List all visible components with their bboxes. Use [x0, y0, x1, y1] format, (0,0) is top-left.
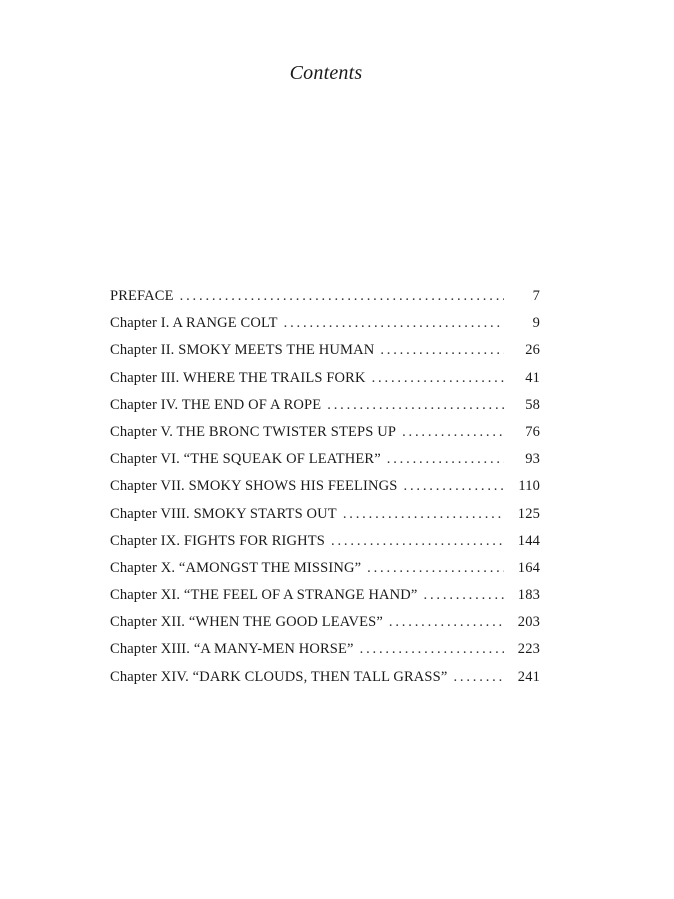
toc-entry-label: PREFACE — [110, 288, 174, 304]
dot-leader — [402, 424, 504, 441]
page-title: Contents — [289, 62, 363, 84]
dot-leader — [453, 669, 504, 686]
dot-leader — [372, 370, 504, 387]
toc-entry-label: Chapter II. SMOKY MEETS THE HUMAN — [110, 342, 375, 359]
toc-entry-label: Chapter XI. “THE FEEL OF A STRANGE HAND” — [110, 587, 418, 604]
toc-entry-page: 110 — [518, 478, 540, 495]
toc-entry-label: Chapter IX. FIGHTS FOR RIGHTS — [110, 532, 326, 549]
toc-entry-page: 26 — [525, 342, 540, 359]
toc-entry-page: 164 — [517, 559, 540, 576]
toc-entry-page: 7 — [532, 288, 540, 304]
toc-entry-page: 58 — [525, 396, 540, 413]
toc-entry-label: Chapter I. A RANGE COLT — [110, 315, 278, 332]
toc-entry-label: Chapter III. WHERE THE TRAILS FORK — [110, 369, 366, 386]
toc-entry-label: Chapter VIII. SMOKY STARTS OUT — [110, 505, 337, 522]
toc-entry[interactable] — [110, 560, 540, 587]
toc-entry[interactable] — [110, 342, 540, 369]
toc-entry[interactable] — [110, 397, 540, 424]
toc-entry-label: Chapter X. “AMONGST THE MISSING” — [110, 559, 362, 576]
toc-entry-label: Chapter VI. “THE SQUEAK OF LEATHER” — [110, 451, 381, 468]
toc-entry[interactable] — [110, 587, 540, 614]
dot-leader — [367, 560, 504, 577]
dot-leader — [387, 451, 504, 468]
toc-entry-label: Chapter VII. SMOKY SHOWS HIS FEELINGS — [110, 478, 398, 495]
toc-entry-page: 144 — [517, 532, 540, 549]
toc-entry[interactable] — [110, 478, 540, 505]
toc-entry[interactable] — [110, 614, 540, 641]
toc-entry-page: 223 — [517, 641, 540, 658]
toc-entry[interactable] — [110, 641, 540, 668]
toc-entry[interactable] — [110, 669, 540, 696]
toc-entry-page: 183 — [517, 587, 540, 604]
toc-entry-page: 241 — [517, 668, 540, 685]
dot-leader — [327, 397, 504, 414]
toc-entry-page: 125 — [517, 505, 540, 522]
toc-entry[interactable] — [110, 370, 540, 397]
dot-leader — [389, 614, 504, 631]
toc-entry[interactable] — [110, 506, 540, 533]
dot-leader — [284, 315, 504, 332]
toc-entry[interactable] — [110, 451, 540, 478]
toc-entry[interactable] — [110, 424, 540, 451]
toc-entry-page: 76 — [525, 423, 540, 440]
toc-entry[interactable] — [110, 533, 540, 560]
dot-leader — [331, 533, 504, 550]
toc-entry-label: Chapter V. THE BRONC TWISTER STEPS UP — [110, 423, 397, 440]
toc-entry-page: 9 — [532, 315, 540, 332]
toc-entry-page: 203 — [517, 614, 540, 631]
toc-entry-page: 93 — [525, 451, 540, 468]
table-of-contents — [110, 288, 540, 696]
dot-leader — [180, 288, 504, 305]
dot-leader — [424, 587, 504, 604]
dot-leader — [404, 478, 505, 495]
dot-leader — [360, 641, 504, 658]
toc-entry-label: Chapter XII. “WHEN THE GOOD LEAVES” — [110, 614, 383, 631]
toc-entry[interactable] — [110, 315, 540, 342]
toc-entry[interactable] — [110, 288, 540, 315]
toc-entry-label: Chapter XIII. “A MANY-MEN HORSE” — [110, 641, 354, 658]
dot-leader — [343, 506, 504, 523]
toc-entry-label: Chapter IV. THE END OF A ROPE — [110, 396, 322, 413]
toc-entry-label: Chapter XIV. “DARK CLOUDS, THEN TALL GRASS” — [110, 668, 448, 685]
toc-entry-page: 41 — [525, 369, 540, 386]
dot-leader — [380, 342, 504, 359]
